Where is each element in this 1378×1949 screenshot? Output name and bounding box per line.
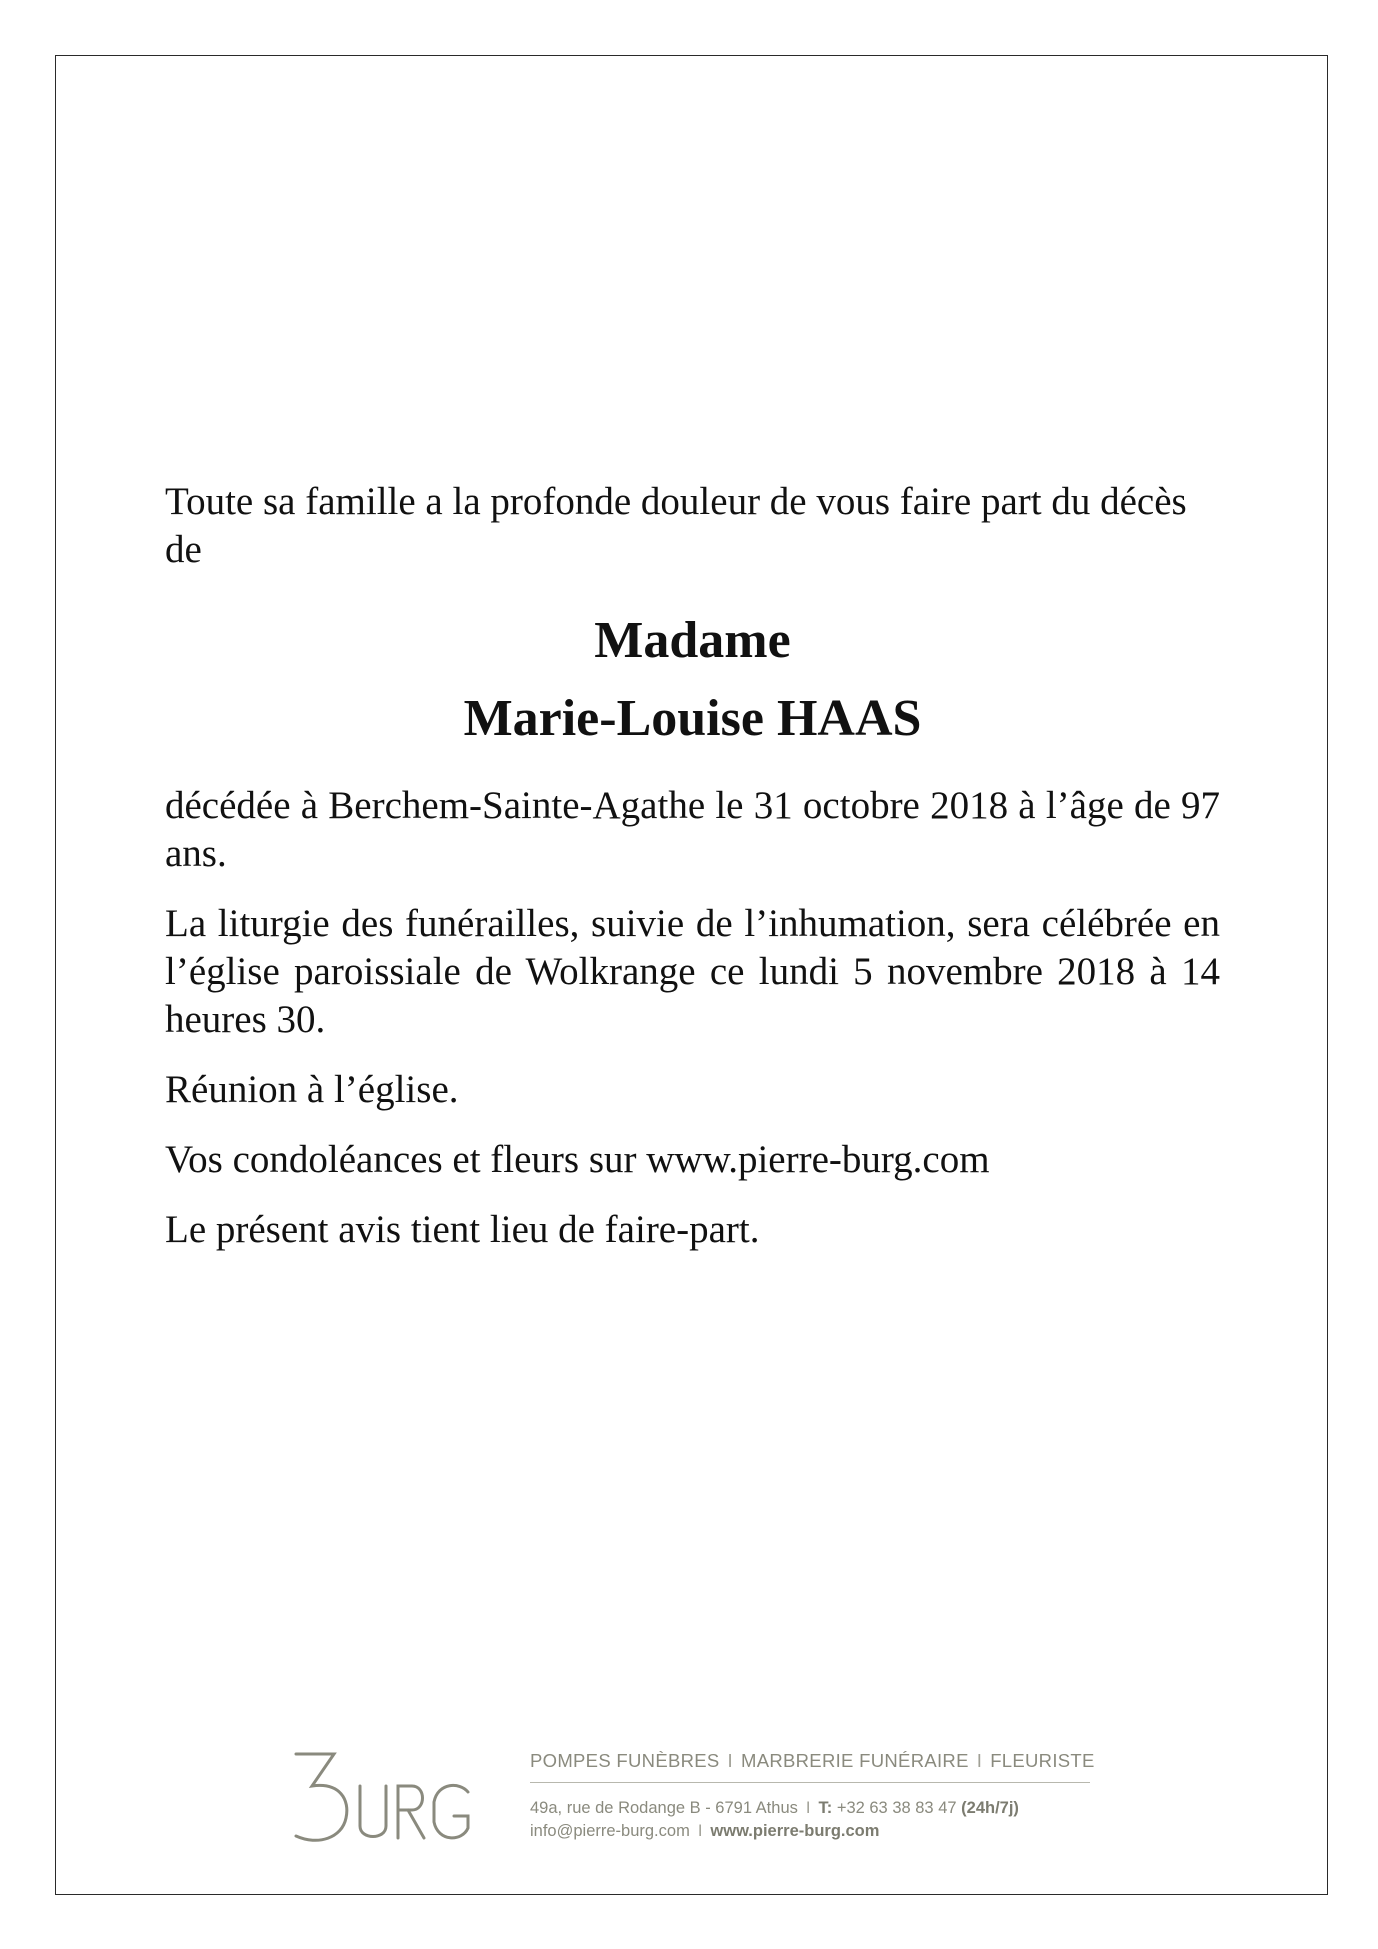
- intro-paragraph: Toute sa famille a la profonde douleur de vous faire part du décès de: [165, 480, 1187, 571]
- burg-logo: [290, 1742, 480, 1852]
- phone-label: T:: [818, 1799, 833, 1817]
- condolences-paragraph: Vos condoléances et fleurs sur www.pierre-burg.com: [165, 1138, 990, 1181]
- company-footer: [290, 1742, 1095, 1852]
- service-marble: MARBRERIE FUNÉRAIRE: [741, 1750, 969, 1771]
- closing-paragraph: Le présent avis tient lieu de faire-part.: [165, 1208, 760, 1251]
- phone-hours: (24h/7j): [961, 1799, 1019, 1817]
- separator: I: [976, 1750, 983, 1771]
- obituary-text: [165, 478, 1220, 1254]
- death-paragraph: décédée à Berchem-Sainte-Agathe le 31 octobre 2018 à l’âge de 97 ans.: [165, 784, 1220, 875]
- address: 49a, rue de Rodange B - 6791 Athus: [530, 1799, 798, 1817]
- separator: I: [697, 1822, 703, 1840]
- service-florist: FLEURISTE: [990, 1750, 1095, 1771]
- email-link[interactable]: info@pierre-burg.com: [530, 1822, 690, 1840]
- separator: I: [727, 1750, 733, 1771]
- service-funeral: POMPES FUNÈBRES: [530, 1750, 720, 1771]
- deceased-title: Madame: [594, 612, 791, 669]
- address-line: [530, 1797, 1090, 1820]
- services-line: [530, 1750, 1095, 1783]
- contact-line: [530, 1820, 1090, 1843]
- liturgy-paragraph: La liturgie des funérailles, suivie de l’inhumation, sera célébrée en l’église paroissiale de Wolkrange ce lundi 5 novembre 2018 à 14 heures 30.: [165, 902, 1220, 1041]
- separator: I: [805, 1799, 811, 1817]
- footer-info: [530, 1750, 1095, 1843]
- phone-number: +32 63 38 83 47: [836, 1799, 957, 1817]
- website-link[interactable]: www.pierre-burg.com: [710, 1822, 880, 1840]
- deceased-name: Marie-Louise HAAS: [463, 690, 922, 747]
- deceased-name-block: [165, 602, 1220, 758]
- logo-text: BURG: [290, 1742, 293, 1743]
- meeting-paragraph: Réunion à l’église.: [165, 1068, 459, 1111]
